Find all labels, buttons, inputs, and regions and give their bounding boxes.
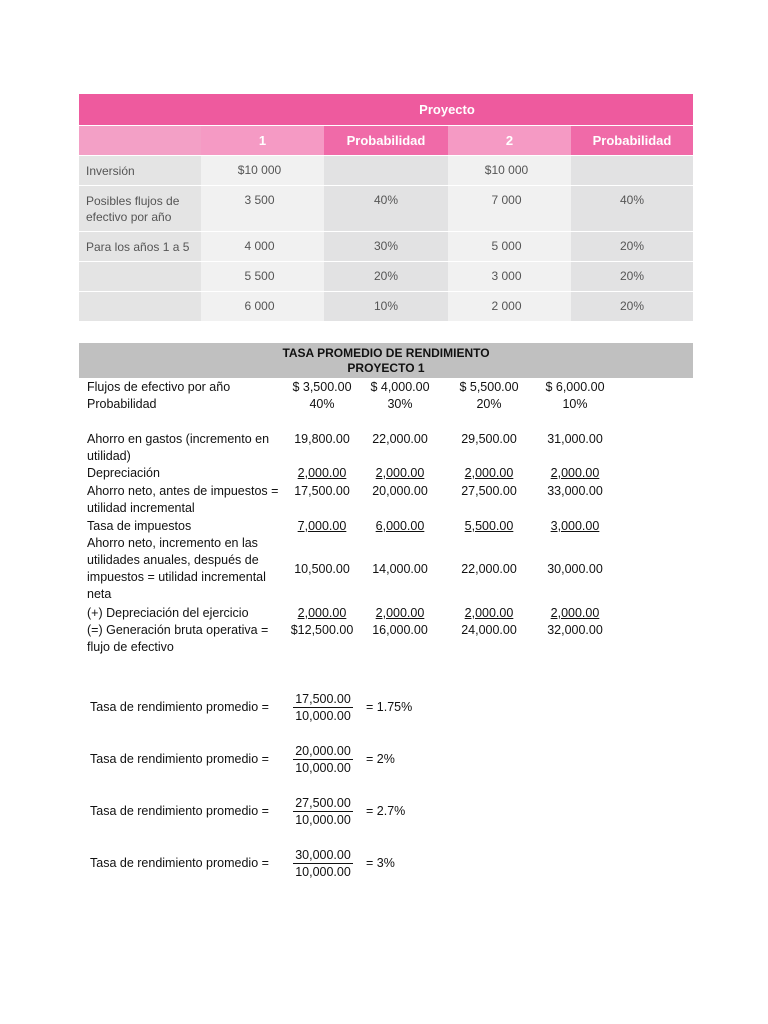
table-row [79,232,693,262]
fraction-numerator: 27,500.00 [293,795,353,812]
value-cell: 30% [387,397,413,411]
fraction-result: = 2% [366,752,395,766]
cell-p2: 2 000 [448,292,571,322]
value-cell: 22,000.00 [372,432,428,446]
fraction-numerator: 30,000.00 [293,847,353,864]
value-cell: 6,000.00 [375,519,425,533]
value-cell: 2,000.00 [297,466,347,480]
row-label-generacion: (=) Generación bruta operativa = flujo de efectivo [87,623,269,654]
value-cell: $12,500.00 [290,623,354,637]
cell-p1: 3 500 [201,186,324,232]
fraction-result: = 3% [366,856,395,870]
value-cell: 33,000.00 [547,484,603,498]
cell-prob1 [324,156,448,186]
col-header-probability-1: Probabilidad [324,126,448,156]
row-label: Para los años 1 a 5 [79,232,201,262]
row-label-ahorro: Ahorro en gastos (incremento en utilidad) [87,432,270,463]
table-row [79,186,693,232]
fraction-label: Tasa de rendimiento promedio = [90,856,269,870]
row-label-probabilidad: Probabilidad [87,397,157,411]
value-cell: 2,000.00 [297,606,347,620]
tasa-title: TASA PROMEDIO DE RENDIMIENTO [282,346,490,360]
fraction-denominator: 10,000.00 [295,761,351,775]
cell-prob1: 40% [324,186,448,232]
value-cell: $ 6,000.00 [545,380,605,394]
row-label-impuestos: Tasa de impuestos [87,519,192,533]
cell-prob2: 20% [571,232,693,262]
value-cell: 29,500.00 [461,432,517,446]
row-label-flujos: Flujos de efectivo por año [87,380,231,394]
value-cell: 22,000.00 [461,562,517,576]
cell-prob2: 40% [571,186,693,232]
value-cell: 2,000.00 [375,466,425,480]
table-title: Proyecto [201,94,693,126]
table-row [79,262,693,292]
value-cell: 40% [309,397,335,411]
fraction-label: Tasa de rendimiento promedio = [90,752,269,766]
tasa-subtitle: PROYECTO 1 [347,361,425,375]
value-cell: 32,000.00 [547,623,603,637]
table-title-row [79,94,693,126]
value-cell: 7,000.00 [297,519,347,533]
value-cell: 30,000.00 [547,562,603,576]
cell-prob1: 30% [324,232,448,262]
value-cell: 31,000.00 [547,432,603,446]
table-header-row [79,126,693,156]
cell-p2: 3 000 [448,262,571,292]
fraction-label: Tasa de rendimiento promedio = [90,700,269,714]
value-cell: 10% [562,397,588,411]
fraction-numerator: 17,500.00 [293,691,353,708]
fraction-denominator: 10,000.00 [295,813,351,827]
fraction-label: Tasa de rendimiento promedio = [90,804,269,818]
cell-prob1: 10% [324,292,448,322]
tasa-section-header [79,343,693,378]
value-cell: 5,500.00 [464,519,514,533]
value-cell: 24,000.00 [461,623,517,637]
value-cell: 2,000.00 [464,606,514,620]
row-label-ahorro-neto: Ahorro neto, antes de impuestos = utilidad incremental [87,484,279,515]
cell-p2: $10 000 [448,156,571,186]
cell-prob2: 20% [571,292,693,322]
value-cell: 20% [476,397,502,411]
value-cell: 3,000.00 [550,519,600,533]
fraction-result: = 1.75% [366,700,413,714]
project-table [79,94,693,322]
fraction-denominator: 10,000.00 [295,865,351,879]
value-cell: 19,800.00 [294,432,350,446]
col-header-project-2: 2 [448,126,571,156]
value-cell: $ 3,500.00 [292,380,352,394]
cell-prob2 [571,156,693,186]
cell-p1: 4 000 [201,232,324,262]
value-cell: 10,500.00 [294,562,350,576]
row-label [79,262,201,292]
value-cell: 2,000.00 [464,466,514,480]
row-label-dep-ejercicio: (+) Depreciación del ejercicio [87,606,249,620]
col-header-probability-2: Probabilidad [571,126,693,156]
row-label: Inversión [79,156,201,186]
value-cell: 2,000.00 [375,606,425,620]
value-cell: 14,000.00 [372,562,428,576]
value-cell: 17,500.00 [294,484,350,498]
fraction-denominator: 10,000.00 [295,709,351,723]
value-cell: $ 5,500.00 [459,380,519,394]
value-cell: 16,000.00 [372,623,428,637]
table-row [79,292,693,322]
table-row [79,156,693,186]
cell-p1: $10 000 [201,156,324,186]
value-cell: 2,000.00 [550,606,600,620]
value-cell: $ 4,000.00 [370,380,430,394]
col-header-project-1: 1 [201,126,324,156]
value-cell: 27,500.00 [461,484,517,498]
cell-prob2: 20% [571,262,693,292]
cell-p2: 5 000 [448,232,571,262]
cell-p1: 5 500 [201,262,324,292]
row-label [79,292,201,322]
fraction-numerator: 20,000.00 [293,743,353,760]
fraction-result: = 2.7% [366,804,406,818]
row-label: Posibles flujos de efectivo por año [79,186,201,232]
cell-p2: 7 000 [448,186,571,232]
cell-p1: 6 000 [201,292,324,322]
value-cell: 2,000.00 [550,466,600,480]
value-cell: 20,000.00 [372,484,428,498]
cell-prob1: 20% [324,262,448,292]
row-label-depreciacion: Depreciación [87,466,160,480]
row-label-ahorro-despues: Ahorro neto, incremento en las utilidades anuales, después de impuestos = utilidad incremental neta [87,536,266,601]
